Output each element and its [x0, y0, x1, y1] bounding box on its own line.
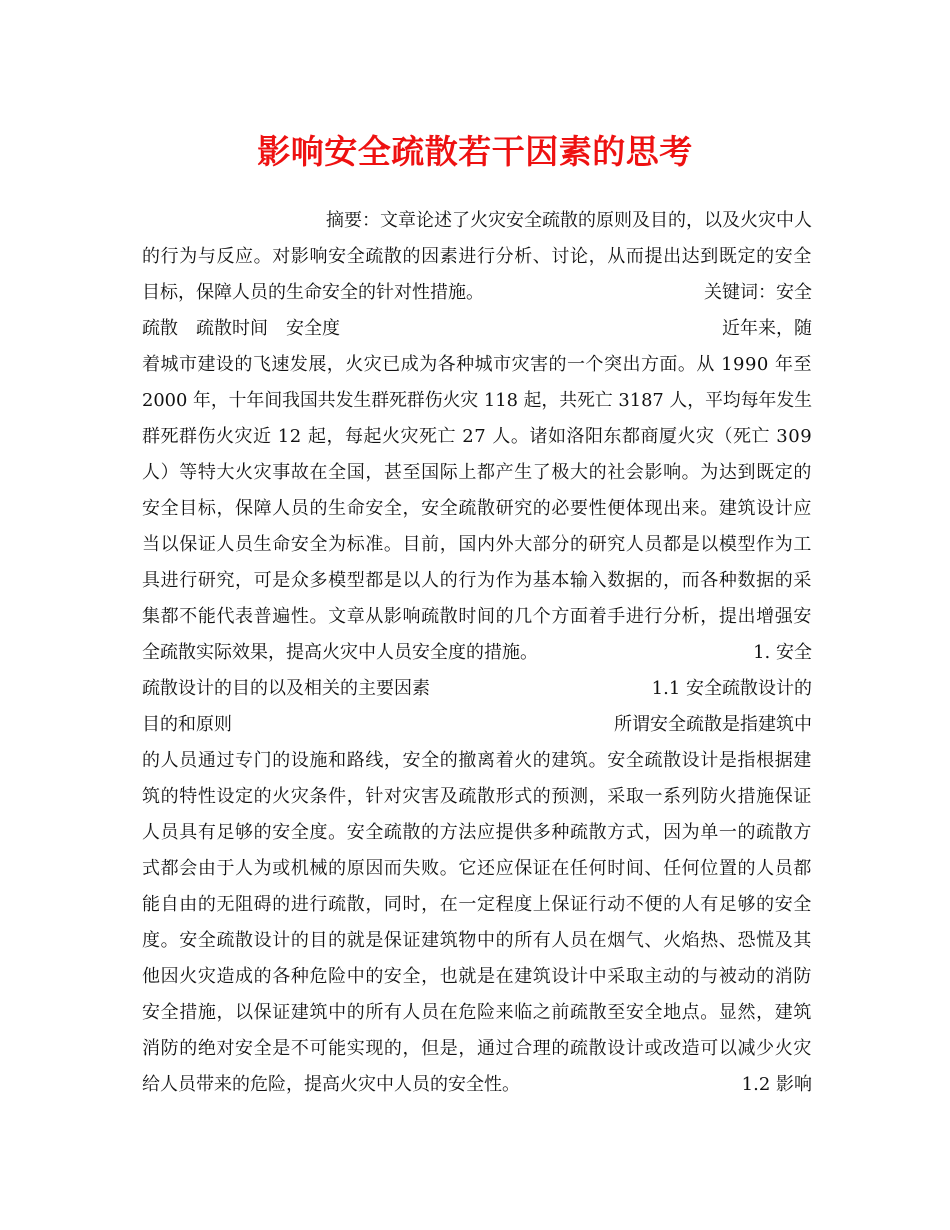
text-line — [142, 959, 812, 995]
text-line-content: 他因火灾造成的各种危险中的安全，也就是在建筑设计中采取主动的与被动的消防 — [142, 966, 812, 987]
text-line — [142, 455, 812, 491]
text-line-content: 安全措施，以保证建筑中的所有人员在危险来临之前疏散至安全地点。显然，建筑 — [142, 1002, 812, 1023]
text-line — [142, 851, 812, 887]
text-line — [142, 527, 812, 563]
text-line — [142, 995, 812, 1031]
text-line-content: 的行为与反应。对影响安全疏散的因素进行分析、讨论，从而提出达到既定的安全 — [142, 246, 812, 267]
text-line — [142, 203, 812, 239]
text-line-content: 人）等特大火灾事故在全国，甚至国际上都产生了极大的社会影响。为达到既定的 — [142, 462, 812, 483]
text-line-content: 能自由的无阻碍的进行疏散，同时，在一定程度上保证行动不便的人有足够的安全 — [142, 894, 812, 915]
text-line-right: 1.2 影响 — [741, 1074, 812, 1095]
text-line-content: 式都会由于人为或机械的原因而失败。它还应保证在任何时间、任何位置的人员都 — [142, 858, 812, 879]
text-line-content: 具进行研究，可是众多模型都是以人的行为作为基本输入数据的，而各种数据的采 — [142, 570, 812, 591]
text-line — [142, 347, 812, 383]
text-line — [142, 275, 812, 311]
text-line — [142, 239, 812, 275]
text-line — [142, 671, 812, 707]
text-line-left: 全疏散实际效果，提高火灾中人员安全度的措施。 — [142, 642, 538, 663]
text-line — [142, 383, 812, 419]
text-line — [142, 491, 812, 527]
text-line — [142, 779, 812, 815]
text-line-left: 目的和原则 — [142, 714, 232, 735]
text-line — [142, 635, 812, 671]
text-line — [142, 563, 812, 599]
text-line-content: 2000 年，十年间我国共发生群死群伤火灾 118 起，共死亡 3187 人，平均每年发生 — [142, 390, 813, 411]
text-line-content: 摘要：文章论述了火灾安全疏散的原则及目的，以及火灾中人 — [326, 210, 812, 231]
text-line — [142, 887, 812, 923]
document-body — [142, 203, 812, 1103]
text-line — [142, 743, 812, 779]
text-line — [142, 599, 812, 635]
text-line-content: 人员具有足够的安全度。安全疏散的方法应提供多种疏散方式，因为单一的疏散方 — [142, 822, 812, 843]
text-line — [142, 707, 812, 743]
text-line-right: 关键词：安全 — [704, 282, 812, 303]
text-line-content: 着城市建设的飞速发展，火灾已成为各种城市灾害的一个突出方面。从 1990 年至 — [142, 354, 812, 375]
text-line-content: 筑的特性设定的火灾条件，针对灾害及疏散形式的预测，采取一系列防火措施保证 — [142, 786, 812, 807]
text-line-content: 当以保证人员生命安全为标准。目前，国内外大部分的研究人员都是以模型作为工 — [142, 534, 812, 555]
text-line — [142, 815, 812, 851]
text-line-right: 1. 安全 — [753, 642, 812, 663]
document-title: 影响安全疏散若干因素的思考 — [257, 132, 693, 171]
text-line-content: 集都不能代表普遍性。文章从影响疏散时间的几个方面着手进行分析，提出增强安 — [142, 606, 812, 627]
text-line — [142, 311, 812, 347]
text-line — [142, 923, 812, 959]
text-line-content: 度。安全疏散设计的目的就是保证建筑物中的所有人员在烟气、火焰热、恐慌及其 — [142, 930, 812, 951]
text-line-right: 1.1 安全疏散设计的 — [651, 678, 812, 699]
text-line-left: 疏散 疏散时间 安全度 — [142, 318, 340, 339]
text-line-left: 疏散设计的目的以及相关的主要因素 — [142, 678, 430, 699]
text-line-left: 目标，保障人员的生命安全的针对性措施。 — [142, 282, 484, 303]
text-line-content: 的人员通过专门的设施和路线，安全的撤离着火的建筑。安全疏散设计是指根据建 — [142, 750, 812, 771]
text-line — [142, 1031, 812, 1067]
text-line-right: 所谓安全疏散是指建筑中 — [614, 714, 812, 735]
text-line-content: 群死群伤火灾近 12 起，每起火灾死亡 27 人。诸如洛阳东都商厦火灾（死亡 309 — [142, 426, 813, 447]
text-line-left: 给人员带来的危险，提高火灾中人员的安全性。 — [142, 1074, 520, 1095]
text-line — [142, 419, 812, 455]
text-line-content: 安全目标，保障人员的生命安全，安全疏散研究的必要性便体现出来。建筑设计应 — [142, 498, 812, 519]
text-line-right: 近年来，随 — [722, 318, 812, 339]
text-line — [142, 1067, 812, 1103]
text-line-content: 消防的绝对安全是不可能实现的，但是，通过合理的疏散设计或改造可以减少火灾 — [142, 1038, 812, 1059]
